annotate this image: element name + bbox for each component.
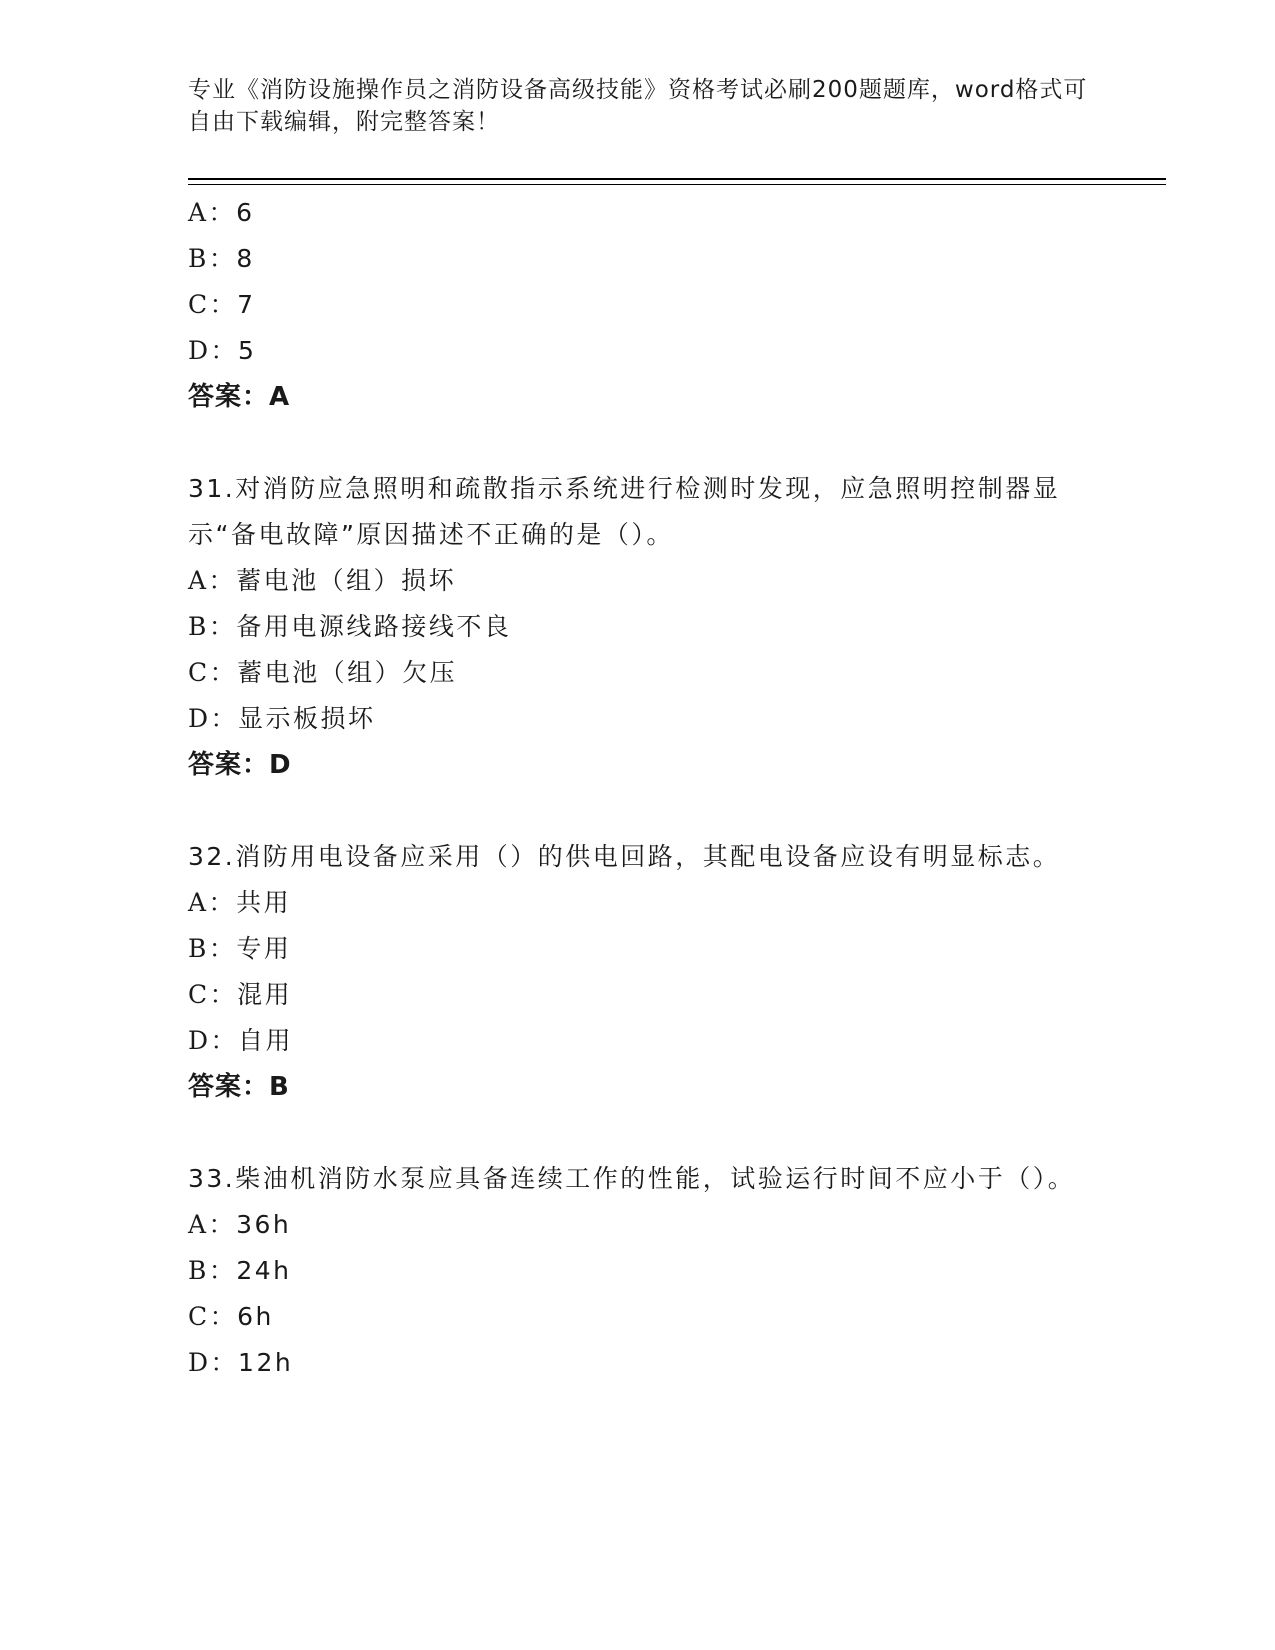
option-a [188,558,1088,604]
header-rule-thin [188,184,1166,185]
option-c [188,282,1088,328]
option-label: B： [188,934,237,963]
option-text: 蓄电池（组）欠压 [237,658,458,687]
option-label: D： [188,1026,239,1055]
option-text: 备用电源线路接线不良 [236,612,512,641]
option-text: 自用 [238,1026,294,1055]
option-text: 7 [237,290,256,319]
option-b [188,236,1088,282]
option-label: A： [188,198,237,227]
option-a [188,190,1088,236]
option-label: D： [188,704,239,733]
option-label: D： [188,1348,239,1377]
option-text: 显示板损坏 [238,704,376,733]
option-label: C： [188,290,238,319]
option-text: 36h [236,1210,292,1239]
option-text: 混用 [237,980,293,1009]
option-text: 6 [236,198,255,227]
option-text: 8 [236,244,255,273]
option-d [188,696,1088,742]
answer: 答案：A [188,382,291,412]
option-d [188,1018,1088,1064]
option-label: B： [188,1256,237,1285]
option-text: 12h [238,1348,294,1377]
question-33 [188,1156,1088,1386]
spacer [188,788,1088,834]
option-label: A： [188,888,237,917]
option-label: C： [188,980,238,1009]
question-stem: 33.柴油机消防水泵应具备连续工作的性能，试验运行时间不应小于（）。 [188,1164,1076,1193]
question-prev [188,190,1088,420]
option-label: D： [188,336,239,365]
option-text: 6h [237,1302,274,1331]
option-label: B： [188,612,237,641]
option-d [188,1340,1088,1386]
option-b [188,926,1088,972]
option-label: A： [188,566,237,595]
document-header: 专业《消防设施操作员之消防设备高级技能》资格考试必刷200题题库，word格式可自由下载编辑，附完整答案！ [188,77,1088,135]
option-c [188,972,1088,1018]
answer: 答案：D [188,750,292,780]
option-a [188,1202,1088,1248]
option-label: A： [188,1210,237,1239]
option-a [188,880,1088,926]
option-label: C： [188,658,238,687]
option-text: 5 [238,336,257,365]
header-rule-thick [188,178,1166,180]
option-text: 专用 [236,934,292,963]
option-b [188,1248,1088,1294]
option-d [188,328,1088,374]
option-c [188,1294,1088,1340]
option-text: 24h [236,1256,292,1285]
question-stem: 31.对消防应急照明和疏散指示系统进行检测时发现，应急照明控制器显示“备电故障”原因描述不正确的是（）。 [188,474,1061,549]
question-stem: 32.消防用电设备应采用（）的供电回路，其配电设备应设有明显标志。 [188,842,1061,871]
option-label: B： [188,244,237,273]
option-label: C： [188,1302,238,1331]
option-c [188,650,1088,696]
spacer [188,1110,1088,1156]
question-32 [188,834,1088,1110]
spacer [188,420,1088,466]
question-31 [188,466,1088,788]
option-text: 蓄电池（组）损坏 [236,566,457,595]
answer: 答案：B [188,1072,290,1102]
question-list [188,190,1088,1386]
option-b [188,604,1088,650]
option-text: 共用 [236,888,292,917]
